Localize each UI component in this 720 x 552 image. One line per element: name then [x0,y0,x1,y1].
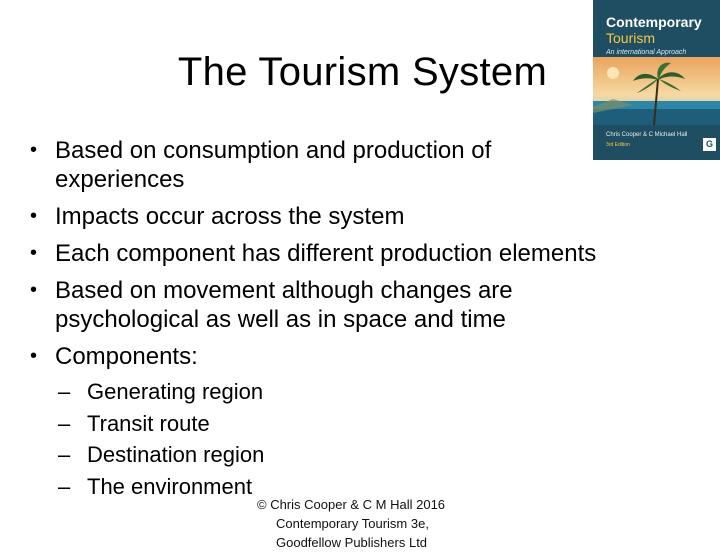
bullet-symbol: • [30,205,38,227]
slide-title: The Tourism System [177,50,548,94]
bullet-item [30,202,710,231]
bullet-text: Impacts occur across the system [55,203,405,230]
book-cover-photo [593,57,720,125]
dash-symbol: – [58,379,71,404]
book-cover-authors: Chris Cooper & C Michael Hall [606,132,688,138]
bullet-item [30,342,710,371]
sub-bullet-list [58,379,264,505]
dash-symbol: – [58,473,71,499]
bullet-symbol: • [30,139,38,161]
sub-bullet-text: Destination region [87,442,265,467]
book-cover-edition: 3rd Edition [606,142,630,148]
bullet-text: Based on consumption and production of experiences [55,137,492,193]
bullet-item [30,239,710,268]
dash-symbol: – [58,442,71,467]
bullet-symbol: • [30,242,38,264]
sub-bullet-text: Generating region [87,379,264,404]
sub-bullet-item [58,379,264,405]
sub-bullet-item [58,411,264,437]
bullet-item [30,136,710,194]
sub-bullet-text: The environment [87,473,253,499]
sub-bullet-item [58,442,264,468]
bullet-item [30,276,710,334]
bullet-text: Each component has different production elements [55,240,597,267]
bullet-text: Components: [55,343,198,370]
book-cover-title-accent: Tourism [606,30,656,46]
publisher-logo: G [703,138,716,151]
sub-bullet-item [58,474,264,500]
bullet-text: Based on movement although changes are psychological as well as in space and time [55,277,513,333]
copyright-line: Contemporary Tourism 3e, [276,516,429,531]
bullet-symbol: • [30,279,38,301]
copyright-notice [257,495,487,552]
copyright-line: © Chris Cooper & C M Hall 2016 [257,497,446,512]
book-cover-title: Contemporary [606,14,702,30]
dash-symbol: – [58,410,71,436]
sub-bullet-text: Transit route [87,410,210,436]
book-cover-subtitle: An international Approach [606,49,687,56]
bullet-symbol: • [30,345,38,367]
copyright-line: Goodfellow Publishers Ltd [276,535,428,550]
bullet-list [30,136,710,379]
